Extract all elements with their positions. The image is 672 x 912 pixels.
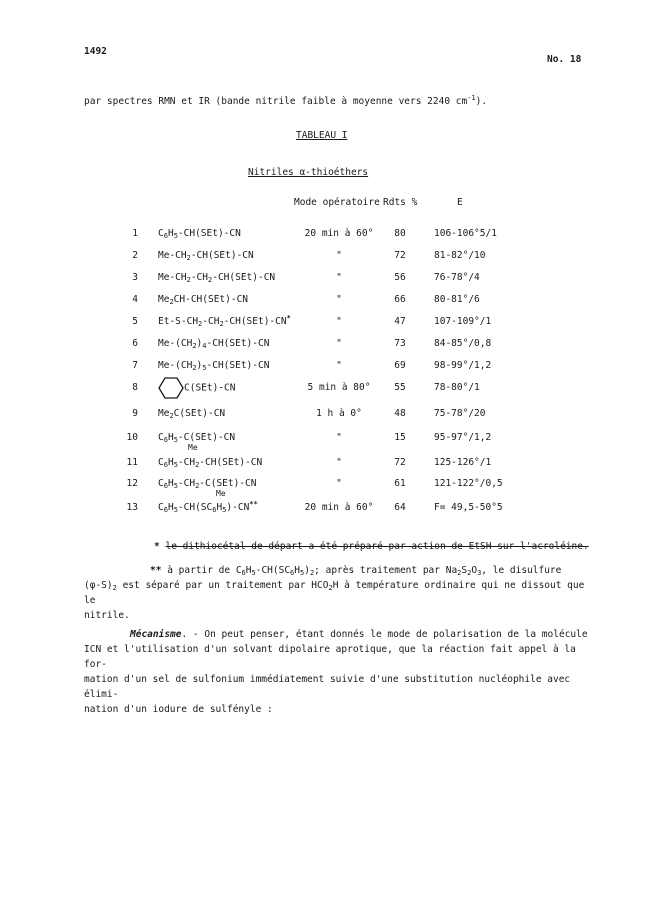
- row-number: 11: [126, 457, 138, 468]
- table-row: [0, 272, 672, 294]
- row-formula: $C_6H_5-CH(SC_6H_5)-CN^{**}$: [158, 500, 258, 512]
- row-number: 5: [132, 316, 138, 327]
- row-formula: $Et-S-CH_2-CH_2-CH(SEt)-CN^*$: [158, 314, 291, 328]
- row-mode: 20 min à 60°: [304, 228, 374, 239]
- mechanism-paragraph: Mécanisme. - On peut penser, étant donnés le mode de polarisation de la molécule ICN et l'utilisation d'un solvant dipolaire aprotique, que la réaction fait appel à la for- mation d'un sel de sulfonium immédiatement suivie d'une substitution nucléophile avec élimi- nation d'un iodure de sulfényle :: [84, 629, 588, 715]
- row-number: 2: [132, 250, 138, 261]
- row-number: 3: [132, 272, 138, 283]
- row-rdt: 64: [394, 502, 406, 512]
- row-number: 4: [132, 294, 138, 305]
- row-formula: $C_6H_5-C(SEt)-CN$ Me: [158, 432, 236, 452]
- row-e: 125-126°/1: [434, 457, 492, 468]
- row-rdt: 72: [394, 250, 406, 261]
- row-number: 13: [126, 502, 138, 512]
- table-row: [0, 502, 672, 512]
- row-formula: $Me-CH_2-CH(SEt)-CN$: [158, 250, 254, 262]
- row-rdt: 72: [394, 457, 406, 468]
- row-formula: $Me_2C(SEt)-CN$: [158, 408, 226, 420]
- row-e: 98-99°/1,2: [434, 360, 492, 371]
- footnote-1-mark: *: [154, 541, 160, 552]
- table-title: TABLEAU I: [296, 130, 348, 141]
- row-number: 1: [132, 228, 138, 239]
- page-number: 1492: [84, 46, 107, 57]
- row-e: 76-78°/4: [434, 272, 480, 283]
- table-row: [0, 478, 672, 500]
- row-rdt: 55: [394, 382, 406, 393]
- journal-issue: No. 18: [547, 54, 582, 65]
- row-formula: $Me-CH_2-CH_2-CH(SEt)-CN$: [158, 272, 276, 284]
- row-number: 6: [132, 338, 138, 349]
- cyclohexane-ring-icon: [158, 377, 184, 399]
- table-row: [0, 316, 672, 338]
- row-mode: 5 min à 80°: [307, 382, 371, 393]
- col-mode-header: Mode opératoire: [294, 197, 380, 208]
- row-mode: ": [336, 432, 342, 443]
- row-rdt: 15: [394, 432, 406, 443]
- footnote-1: [154, 541, 589, 552]
- row-formula: $Me_2CH-CH(SEt)-CN$: [158, 294, 249, 306]
- row-rdt: 48: [394, 408, 406, 419]
- table-row: [0, 360, 672, 382]
- row-e: 81-82°/10: [434, 250, 486, 261]
- row-mode: ": [336, 360, 342, 371]
- row-e: 106-106°5/1: [434, 228, 497, 239]
- mechanism-heading: Mécanisme: [130, 629, 182, 640]
- row-formula: $Me-(CH_2)_5-CH(SEt)-CN$: [158, 360, 270, 372]
- row-mode: 20 min à 60°: [304, 502, 374, 512]
- row-rdt: 61: [394, 478, 406, 489]
- row-e: 107-109°/1: [434, 316, 492, 327]
- row-mode: ": [336, 272, 342, 283]
- row-formula: $C_6H_5-CH(SEt)-CN$: [158, 228, 241, 240]
- row-formula: $C_6H_5-CH_2-CH(SEt)-CN$: [158, 457, 263, 469]
- row-formula: $C_6H_5-CH_2-C(SEt)-CN$ Me: [158, 478, 257, 498]
- table-row: [0, 382, 672, 404]
- row-e: 95-97°/1,2: [434, 432, 492, 443]
- row-mode: ": [336, 457, 342, 468]
- row-formula: C(SEt)-CN: [158, 377, 235, 399]
- col-e-header: E: [457, 197, 463, 208]
- footnote-2: ** à partir de $C_6H_5-CH(SC_6H_5)_2$; après traitement par $Na_2S_2O_3$, le disulfure $(\varphi-S)_2$ est séparé par un traitement par $HCO_2H$ à température ordinaire qui ne dissout que le nitrile.: [84, 565, 585, 621]
- row-e: F= 49,5-50°5: [434, 502, 503, 512]
- table-row: [0, 432, 672, 454]
- row-rdt: 80: [394, 228, 406, 239]
- intro-line: par spectres RMN et IR (bande nitrile faible à moyenne vers 2240 $cm^{-1}$).: [84, 94, 488, 107]
- row-e: 84-85°/0,8: [434, 338, 492, 349]
- row-number: 7: [132, 360, 138, 371]
- row-number: 9: [132, 408, 138, 419]
- table-row: [0, 294, 672, 316]
- row-e: 121-122°/0,5: [434, 478, 503, 489]
- footnote-1-text: le dithiocétal de départ a été préparé par action de EtSH sur l'acroléine.: [165, 541, 589, 552]
- col-rdts-header: Rdts %: [383, 197, 418, 208]
- row-number: 10: [126, 432, 138, 443]
- row-mode: ": [336, 478, 342, 489]
- table-row: [0, 457, 672, 479]
- row-rdt: 69: [394, 360, 406, 371]
- row-mode: ": [336, 250, 342, 261]
- row-rdt: 47: [394, 316, 406, 327]
- row-number: 8: [132, 382, 138, 393]
- row-rdt: 73: [394, 338, 406, 349]
- row-e: 75-78°/20: [434, 408, 486, 419]
- row-formula: $Me-(CH_2)_4-CH(SEt)-CN$: [158, 338, 270, 350]
- row-mode: ": [336, 338, 342, 349]
- row-rdt: 66: [394, 294, 406, 305]
- table-subtitle: Nitriles α-thioéthers: [248, 167, 369, 178]
- table-row: [0, 408, 672, 430]
- row-e: 80-81°/6: [434, 294, 480, 305]
- row-number: 12: [126, 478, 138, 489]
- row-mode: 1 h à 0°: [316, 408, 362, 419]
- row-rdt: 56: [394, 272, 406, 283]
- table-row: [0, 228, 672, 250]
- row-e: 78-80°/1: [434, 382, 480, 393]
- row-mode: ": [336, 294, 342, 305]
- table-row-clipped: [0, 498, 672, 512]
- row-mode: ": [336, 316, 342, 327]
- table-row: [0, 250, 672, 272]
- table-row: [0, 338, 672, 360]
